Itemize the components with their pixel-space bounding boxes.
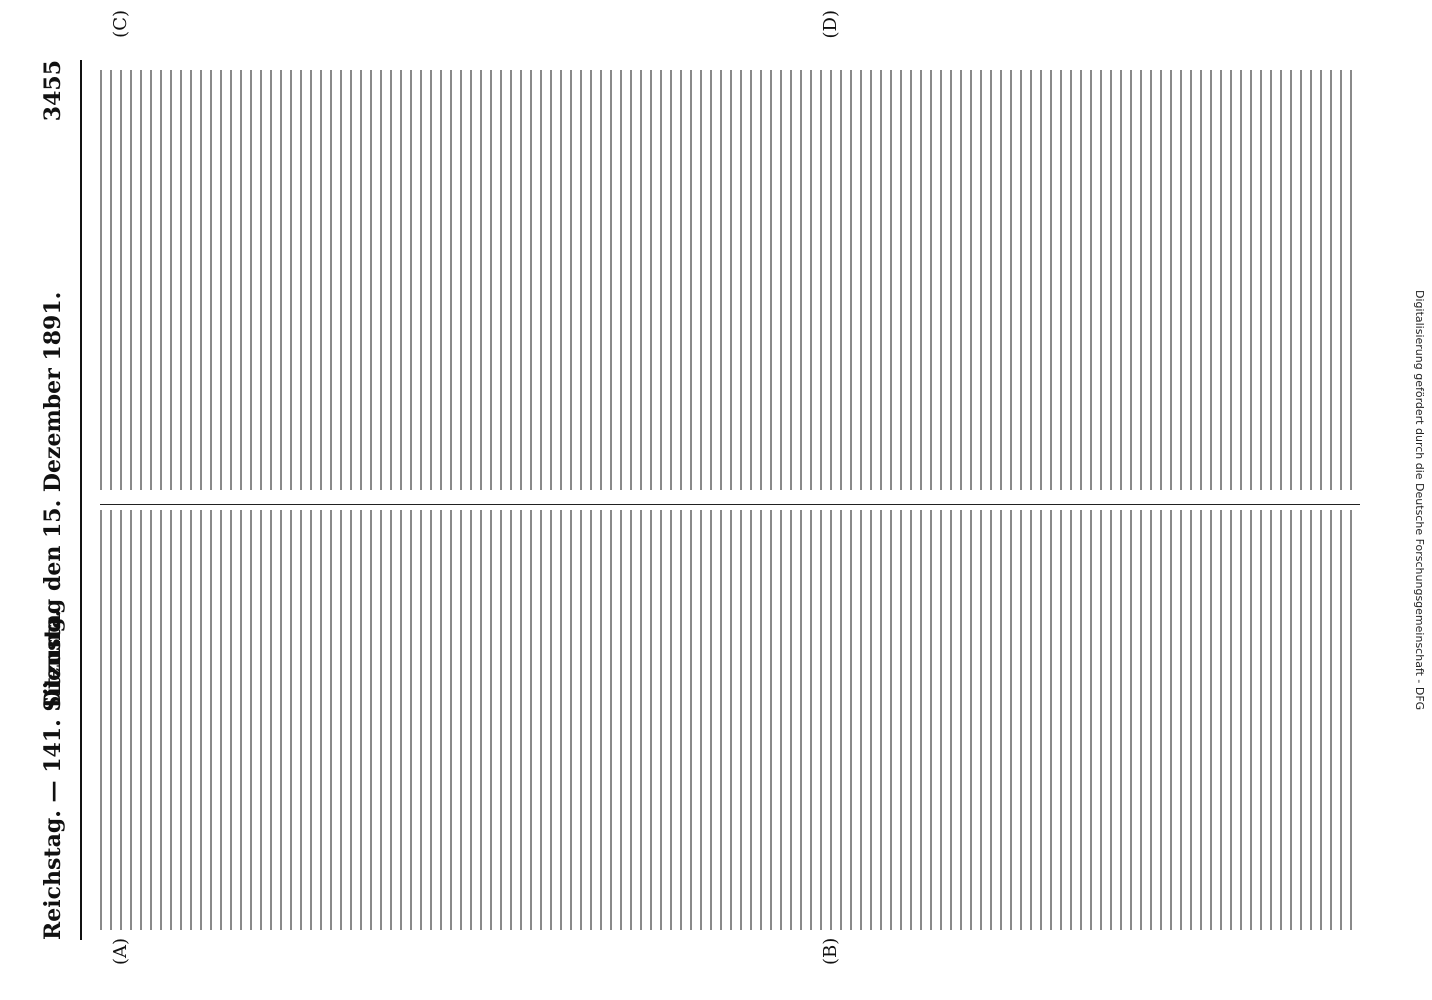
margin-marker-a: (A) <box>110 937 131 965</box>
margin-marker-c: (C) <box>110 10 131 38</box>
column-divider <box>100 504 1360 505</box>
running-header <box>40 60 74 940</box>
header-rule <box>80 60 82 940</box>
margin-marker-b: (B) <box>820 937 841 965</box>
header-session: Reichstag. — 141. Sitzung. <box>40 609 66 940</box>
page-number: 3455 <box>40 60 66 122</box>
text-column-left <box>100 510 1360 930</box>
digitization-credit: Digitalisierung gefördert durch die Deutsche Forschungsgemeinschaft - DFG <box>1413 289 1426 711</box>
header-date: Dienstag den 15. Dezember 1891. <box>40 291 66 709</box>
margin-marker-d: (D) <box>820 10 841 39</box>
text-column-right <box>100 70 1360 490</box>
